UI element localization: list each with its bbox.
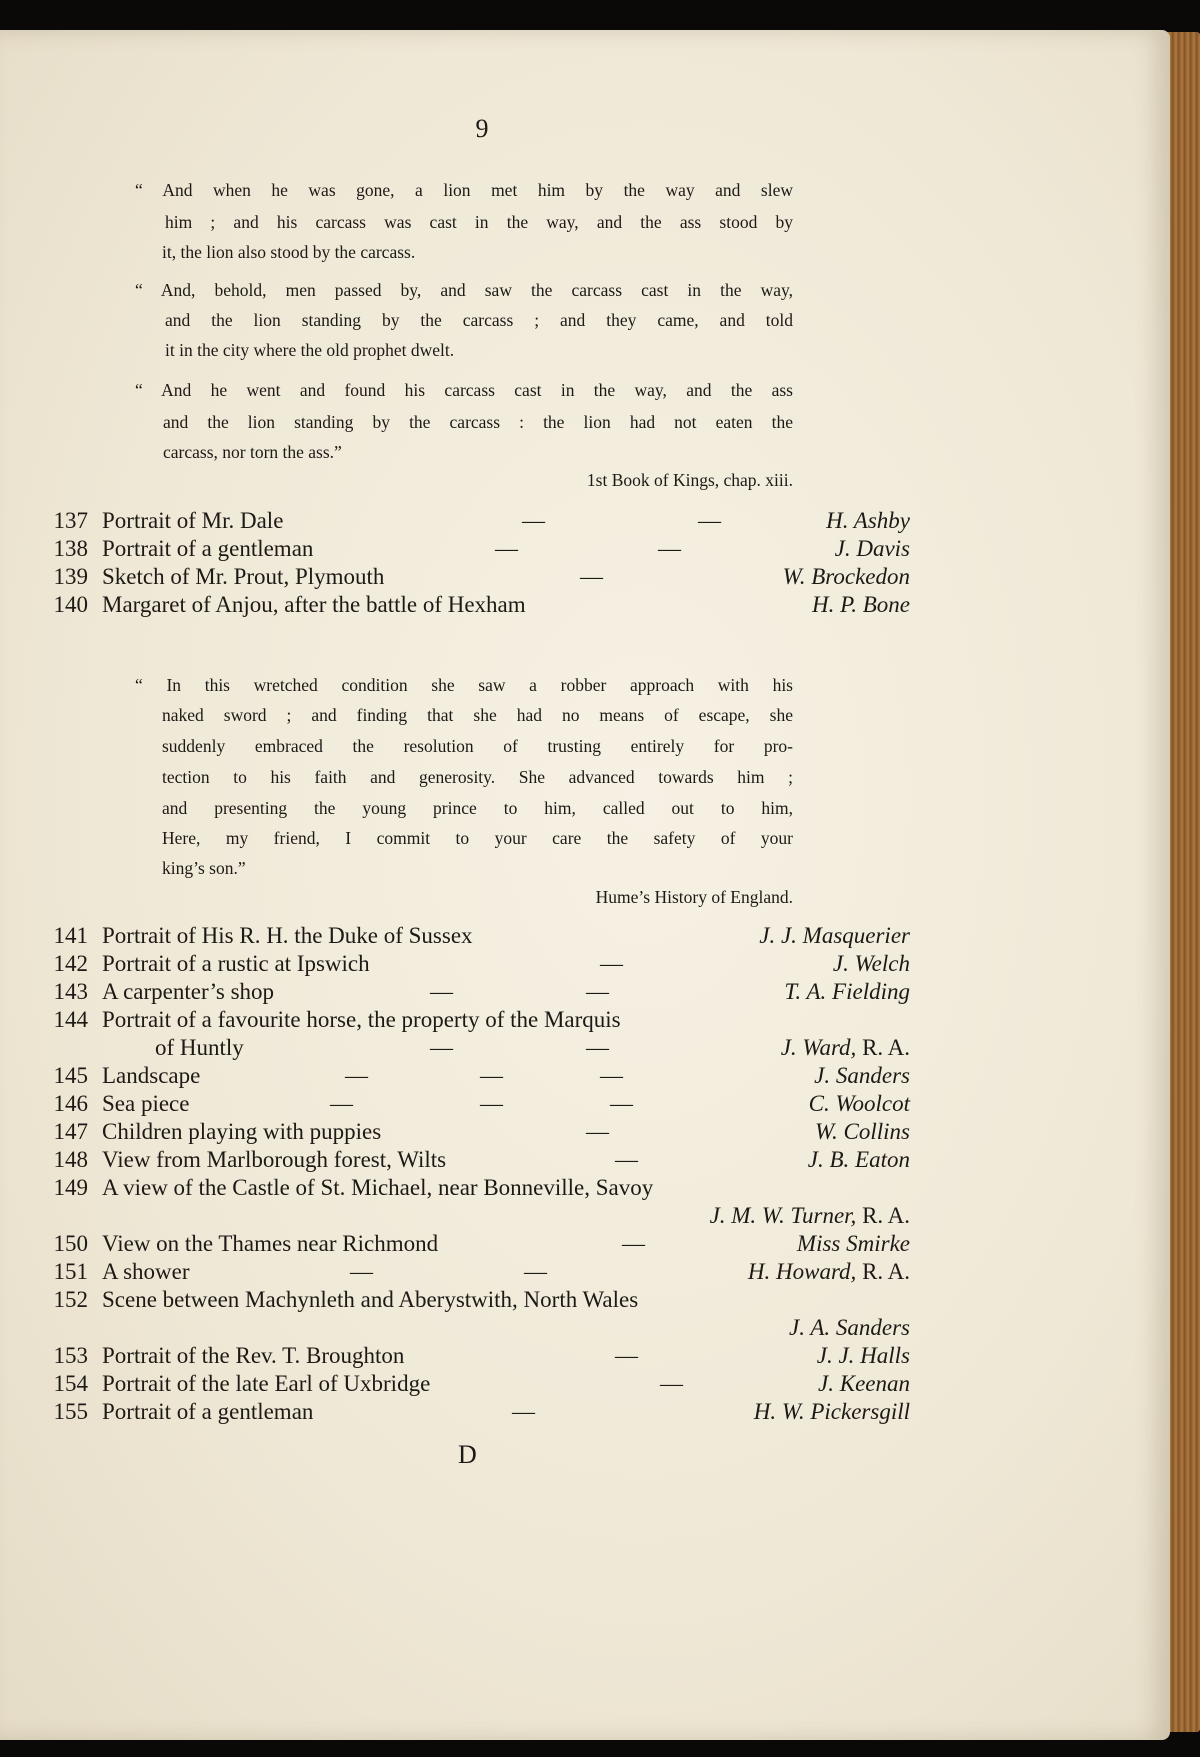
quote-line: Here, my friend, I commit to your care the safety of your: [162, 828, 793, 848]
catalogue-entry: [40, 1371, 910, 1399]
quote-line: carcass, nor torn the ass.”: [163, 442, 342, 462]
artist-name: J. M. W. Turner, R. A.: [709, 1203, 910, 1228]
quote-line: naked sword ; and finding that she had no means of escape, she: [162, 705, 793, 725]
entry-title: A carpenter’s shop: [102, 979, 275, 1004]
separator-dash: —: [330, 1091, 353, 1116]
separator-dash: —: [512, 1399, 535, 1424]
entry-number: 143: [53, 979, 88, 1004]
entry-title: A view of the Castle of St. Michael, near Bonneville, Savoy: [102, 1175, 654, 1200]
catalogue-entry: [40, 1007, 910, 1035]
catalogue-entry: [40, 536, 910, 564]
catalogue-entry: [40, 1287, 910, 1315]
entry-title: Portrait of His R. H. the Duke of Sussex: [102, 923, 473, 948]
quote-line: tection to his faith and generosity. She advanced towards him ;: [162, 767, 793, 787]
artist-name: J. Keenan: [818, 1371, 910, 1396]
catalogue-entry: [40, 979, 910, 1007]
separator-dash: —: [480, 1063, 503, 1088]
catalogue-entry: [40, 508, 910, 536]
catalogue-entry-continuation: [40, 1035, 910, 1063]
royal-academy-suffix: R. A.: [856, 1259, 910, 1284]
separator-dash: —: [350, 1259, 373, 1284]
separator-dash: —: [586, 1119, 609, 1144]
artist-name: W. Brockedon: [782, 564, 910, 589]
separator-dash: —: [622, 1231, 645, 1256]
separator-dash: —: [658, 536, 681, 561]
catalogue-entry-continuation: [40, 1203, 910, 1231]
quote-line: it, the lion also stood by the carcass.: [162, 242, 416, 262]
artist-name: J. J. Masquerier: [759, 923, 910, 948]
entry-number: 137: [53, 508, 88, 533]
quote-line: “ In this wretched condition she saw a robber approach with his: [135, 675, 793, 695]
catalogue-entry: [40, 1259, 910, 1287]
quotation-kings: [135, 170, 793, 515]
separator-dash: —: [600, 1063, 623, 1088]
entry-number: 138: [53, 536, 88, 561]
quote-line: and presenting the young prince to him, called out to him,: [162, 798, 793, 818]
artist-name: J. Ward, R. A.: [780, 1035, 910, 1060]
separator-dash: —: [586, 979, 609, 1004]
catalogue-entry: [40, 1063, 910, 1091]
separator-dash: —: [610, 1091, 633, 1116]
entry-title: A shower: [102, 1259, 190, 1284]
entry-number: 154: [53, 1371, 88, 1396]
separator-dash: —: [615, 1147, 638, 1172]
entry-number: 148: [53, 1147, 88, 1172]
entry-number: 146: [53, 1091, 88, 1116]
artist-name: J. B. Eaton: [807, 1147, 910, 1172]
catalogue-entry: [40, 1343, 910, 1371]
artist-name: W. Collins: [814, 1119, 910, 1144]
entry-number: 140: [53, 592, 88, 617]
entry-title: View on the Thames near Richmond: [102, 1231, 439, 1256]
entry-title: Portrait of the late Earl of Uxbridge: [102, 1371, 431, 1396]
separator-dash: —: [345, 1063, 368, 1088]
artist-name: J. Welch: [832, 951, 910, 976]
artist-name: H. W. Pickersgill: [753, 1399, 910, 1424]
entry-title: Sketch of Mr. Prout, Plymouth: [102, 564, 385, 589]
quote-line: “ And when he was gone, a lion met him by the way and slew: [135, 180, 793, 200]
catalogue-entry: [40, 1147, 910, 1175]
entry-title: Portrait of the Rev. T. Broughton: [102, 1343, 405, 1368]
entry-title: Sea piece: [102, 1091, 190, 1116]
separator-dash: —: [615, 1343, 638, 1368]
entry-title: Scene between Machynleth and Aberystwith, North Wales: [102, 1287, 639, 1312]
catalogue-entry: [40, 1119, 910, 1147]
quote-line: king’s son.”: [162, 858, 246, 878]
royal-academy-suffix: R. A.: [856, 1035, 910, 1060]
separator-dash: —: [600, 951, 623, 976]
quote-citation: Hume’s History of England.: [595, 887, 793, 907]
catalogue-entry: [40, 1399, 910, 1427]
quotation-hume: [135, 665, 793, 915]
catalogue-entry: [40, 1175, 910, 1203]
quote-line: it in the city where the old prophet dwelt.: [165, 340, 455, 360]
quote-line: suddenly embraced the resolution of trusting entirely for pro-: [162, 736, 793, 756]
separator-dash: —: [580, 564, 603, 589]
entry-number: 144: [53, 1007, 88, 1032]
entry-title: Portrait of a rustic at Ipswich: [102, 951, 370, 976]
catalogue-page: [0, 30, 1170, 1740]
entry-title: Portrait of Mr. Dale: [102, 508, 284, 533]
separator-dash: —: [698, 508, 721, 533]
quote-citation: 1st Book of Kings, chap. xiii.: [586, 470, 793, 490]
royal-academy-suffix: R. A.: [856, 1203, 910, 1228]
entry-number: 152: [53, 1287, 88, 1312]
quote-line: “ And he went and found his carcass cast in the way, and the ass: [135, 380, 793, 400]
catalogue-entry: [40, 923, 910, 951]
separator-dash: —: [524, 1259, 547, 1284]
quote-line: and the lion standing by the carcass : the lion had not eaten the: [163, 412, 793, 432]
quote-line: “ And, behold, men passed by, and saw the carcass cast in the way,: [135, 280, 793, 300]
separator-dash: —: [430, 979, 453, 1004]
entry-number: 141: [53, 923, 88, 948]
entry-title: Portrait of a favourite horse, the property of the Marquis: [102, 1007, 621, 1032]
entry-number: 153: [53, 1343, 88, 1368]
entry-number: 142: [53, 951, 88, 976]
artist-name: H. Ashby: [826, 508, 910, 533]
entry-title: Children playing with puppies: [102, 1119, 382, 1144]
artist-name: H. Howard, R. A.: [747, 1259, 910, 1284]
separator-dash: —: [430, 1035, 453, 1060]
entry-title-continuation: of Huntly: [155, 1035, 244, 1060]
artist-name: J. A. Sanders: [789, 1315, 910, 1340]
catalogue-entry: [40, 951, 910, 979]
artist-name: H. P. Bone: [812, 592, 910, 617]
separator-dash: —: [660, 1371, 683, 1396]
entry-number: 149: [53, 1175, 88, 1200]
quote-line: and the lion standing by the carcass ; and they came, and told: [165, 310, 793, 330]
separator-dash: —: [480, 1091, 503, 1116]
artist-name: C. Woolcot: [808, 1091, 910, 1116]
entry-number: 147: [53, 1119, 88, 1144]
entry-title: Landscape: [102, 1063, 201, 1088]
entry-list-137-140: [40, 508, 910, 628]
entry-title: Portrait of a gentleman: [102, 536, 314, 561]
quote-line: him ; and his carcass was cast in the way, and the ass stood by: [165, 212, 793, 232]
artist-name: Miss Smirke: [796, 1231, 910, 1256]
entry-number: 145: [53, 1063, 88, 1088]
entry-number: 155: [53, 1399, 88, 1424]
artist-name: J. J. Halls: [816, 1343, 910, 1368]
entry-list-141-155: [40, 923, 910, 1433]
page-number: 9: [475, 114, 489, 143]
catalogue-entry: [40, 1231, 910, 1259]
entry-title: Margaret of Anjou, after the battle of Hexham: [102, 592, 526, 617]
catalogue-entry: [40, 592, 910, 620]
catalogue-entry: [40, 1091, 910, 1119]
entry-number: 151: [53, 1259, 88, 1284]
entry-title: Portrait of a gentleman: [102, 1399, 314, 1424]
entry-number: 150: [53, 1231, 88, 1256]
entry-number: 139: [53, 564, 88, 589]
catalogue-entry-continuation: [40, 1315, 910, 1343]
separator-dash: —: [586, 1035, 609, 1060]
catalogue-entry: [40, 564, 910, 592]
separator-dash: —: [522, 508, 545, 533]
artist-name: J. Sanders: [814, 1063, 910, 1088]
separator-dash: —: [495, 536, 518, 561]
signature-mark: D: [458, 1440, 477, 1469]
artist-name: T. A. Fielding: [784, 979, 910, 1004]
artist-name: J. Davis: [834, 536, 910, 561]
entry-title: View from Marlborough forest, Wilts: [102, 1147, 447, 1172]
